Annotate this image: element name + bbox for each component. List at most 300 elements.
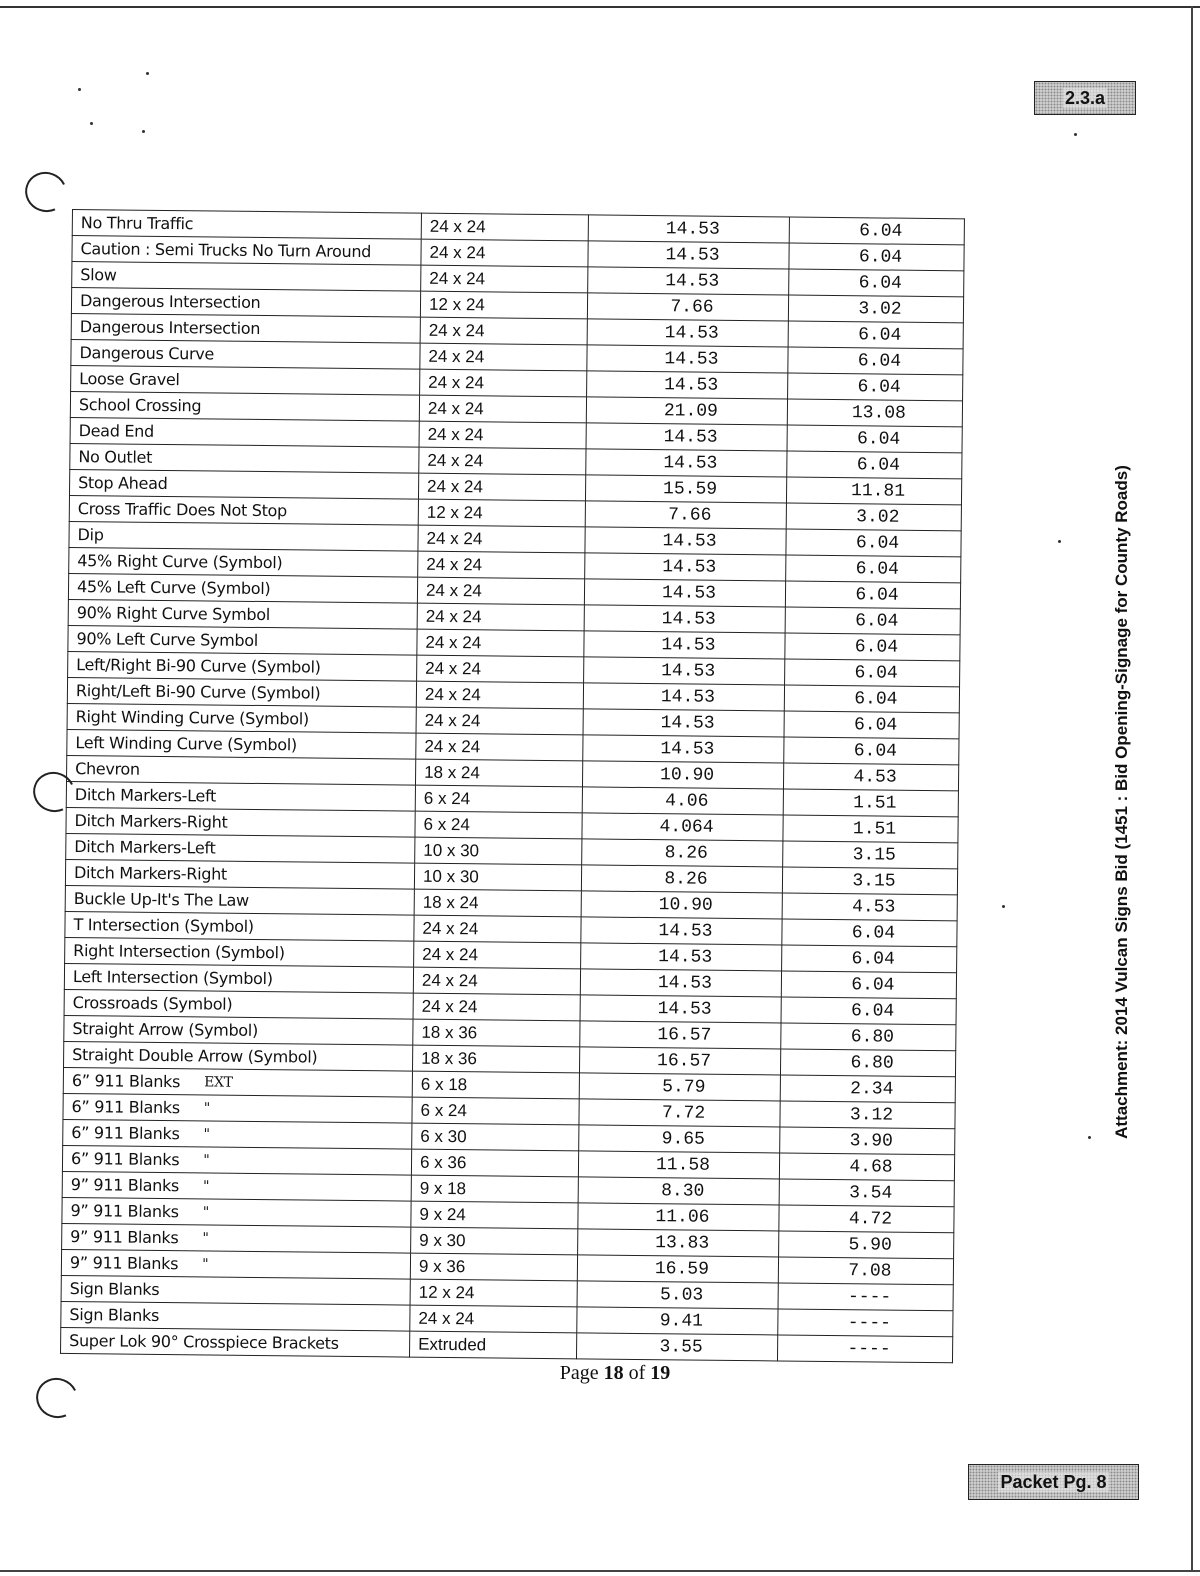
sign-size: [418, 499, 585, 527]
sign-size: [409, 1331, 576, 1359]
sign-size: [411, 1149, 578, 1177]
sign-description: [69, 547, 418, 577]
price-b: [786, 503, 961, 531]
price-a: [587, 293, 788, 321]
price-b: [786, 529, 961, 557]
sign-size-text: 24 x 24: [429, 268, 486, 288]
sign-description-text: 9” 911 Blanks: [69, 1252, 179, 1273]
price-b-text: 2.34: [850, 1078, 894, 1100]
sign-size-text: 9 x 18: [419, 1178, 467, 1198]
sign-description-text: Caution : Semi Trucks No Turn Around: [80, 238, 372, 261]
price-a-text: 7.66: [668, 504, 712, 526]
ditto-mark: ": [202, 1203, 209, 1220]
price-b-text: 3.12: [849, 1104, 894, 1126]
price-a-text: 14.53: [661, 582, 717, 604]
sign-description: [65, 859, 414, 889]
price-b: [780, 1075, 955, 1103]
price-b: [783, 815, 958, 843]
price-b: [787, 425, 962, 453]
sign-description-text: Right/Left Bi-90 Curve (Symbol): [75, 680, 321, 703]
price-b-text: 6.04: [859, 220, 903, 242]
page-bottom-border: [0, 1570, 1200, 1572]
price-b-text: 7.08: [848, 1260, 892, 1282]
price-a-text: 21.09: [663, 400, 719, 422]
sign-description-text: Chevron: [75, 758, 140, 779]
price-b: [789, 243, 964, 271]
sign-description: [61, 1249, 410, 1279]
price-b-text: 6.04: [853, 714, 898, 736]
price-b: [786, 555, 961, 583]
price-a: [586, 449, 787, 477]
price-a: [588, 241, 789, 269]
sign-description-text: Dead End: [78, 420, 154, 441]
price-a: [579, 1099, 780, 1127]
sign-description: [62, 1145, 411, 1175]
ditto-mark: ": [202, 1177, 210, 1194]
sign-description-text: Ditch Markers-Right: [73, 862, 228, 884]
sign-description: [65, 885, 414, 915]
sign-description-text: Ditch Markers-Left: [74, 784, 217, 806]
price-a: [578, 1151, 779, 1179]
price-b: [785, 581, 960, 609]
price-b-text: 1.51: [852, 818, 897, 840]
sign-size: [421, 239, 588, 267]
price-a-text: 14.53: [660, 738, 715, 760]
sign-description-text: Left/Right Bi-90 Curve (Symbol): [76, 654, 321, 677]
sign-size-text: 24 x 24: [426, 528, 483, 548]
price-a-text: 16.59: [654, 1258, 710, 1280]
sign-size-text: 24 x 24: [421, 996, 478, 1016]
price-b: [777, 1335, 952, 1363]
sign-size: [414, 889, 581, 917]
ditto-mark: ": [203, 1125, 210, 1142]
price-b-text: ----: [847, 1286, 892, 1308]
sign-description: [67, 677, 416, 707]
sign-size-text: 24 x 24: [425, 632, 482, 652]
sign-description-text: Slow: [80, 264, 117, 284]
sign-size-text: 24 x 24: [422, 944, 479, 964]
sign-size: [420, 369, 587, 397]
sign-description: [67, 755, 416, 785]
price-a-text: 10.90: [659, 764, 715, 786]
sign-size-text: 24 x 24: [424, 736, 481, 756]
price-a: [578, 1203, 779, 1231]
price-a-text: 14.53: [660, 712, 715, 734]
sign-description-text: 90% Right Curve Symbol: [76, 602, 271, 624]
price-a-text: 4.06: [665, 790, 709, 812]
price-a: [588, 215, 789, 243]
price-a-text: 14.53: [665, 270, 720, 292]
sign-description: [65, 937, 414, 967]
price-b-text: 3.15: [852, 844, 896, 866]
sign-size-text: 18 x 24: [422, 892, 479, 912]
sign-size: [419, 421, 586, 449]
sign-description-text: 45% Left Curve (Symbol): [76, 576, 271, 598]
sign-description: [62, 1171, 411, 1201]
price-a: [588, 267, 789, 295]
sign-size-text: 6 x 30: [420, 1126, 467, 1146]
price-b: [788, 347, 963, 375]
sign-description-text: 90% Left Curve Symbol: [76, 628, 259, 650]
price-a-text: 16.57: [657, 1024, 712, 1046]
sign-size-text: 10 x 30: [422, 866, 479, 886]
sign-size: [416, 733, 583, 761]
price-b: [784, 685, 959, 713]
price-b: [778, 1283, 953, 1311]
sign-description-text: Straight Double Arrow (Symbol): [72, 1044, 318, 1067]
price-b-text: 4.68: [849, 1156, 893, 1178]
price-b: [779, 1179, 954, 1207]
sign-size-text: 6 x 36: [419, 1152, 467, 1172]
sign-size-text: 24 x 24: [427, 476, 483, 496]
sign-size-text: 24 x 24: [425, 580, 482, 600]
price-b: [780, 1127, 955, 1155]
sign-size-text: 24 x 24: [428, 346, 485, 366]
sign-size: [413, 967, 580, 995]
price-a-text: 15.59: [662, 478, 718, 500]
sign-size: [415, 759, 582, 787]
price-b-text: 3.15: [852, 870, 896, 892]
page-number: [0, 1362, 1200, 1385]
price-b-text: 6.04: [856, 454, 901, 476]
price-a: [577, 1281, 778, 1309]
sign-size: [417, 577, 584, 605]
price-b-text: ----: [847, 1312, 892, 1334]
price-b-text: 6.04: [851, 974, 895, 996]
price-b-text: 6.04: [851, 922, 896, 944]
price-b-text: 6.04: [856, 428, 901, 450]
page-top-border: [0, 6, 1200, 8]
price-b: [785, 607, 960, 635]
sign-description-text: Crossroads (Symbol): [72, 992, 233, 1014]
sign-size-text: 24 x 24: [427, 450, 484, 470]
price-a: [587, 371, 788, 399]
sign-description-text: 6” 911 Blanks: [70, 1148, 180, 1169]
price-a-text: 14.53: [662, 556, 717, 578]
price-a-text: 9.65: [661, 1128, 706, 1150]
ditto-mark: ": [203, 1151, 210, 1168]
price-a-text: 14.53: [662, 530, 717, 552]
sign-description-text: 45% Right Curve (Symbol): [77, 550, 283, 572]
price-a-text: 14.53: [661, 634, 716, 656]
sign-description: [71, 288, 420, 318]
price-a-text: 13.83: [655, 1232, 710, 1254]
price-b: [786, 477, 961, 505]
sign-description: [64, 963, 413, 993]
sign-size: [417, 603, 584, 631]
sign-description: [62, 1197, 411, 1227]
price-a: [579, 1047, 780, 1075]
price-b: [779, 1231, 954, 1259]
sign-size-text: 12 x 24: [426, 502, 483, 522]
sign-size-text: 24 x 24: [428, 320, 485, 340]
price-b: [784, 711, 959, 739]
sign-size: [414, 915, 581, 943]
price-a: [577, 1307, 778, 1335]
price-b: [778, 1257, 953, 1285]
sign-size-text: 6 x 24: [420, 1100, 467, 1120]
price-b-text: 6.04: [851, 948, 895, 970]
price-a: [581, 943, 782, 971]
sign-description: [70, 391, 419, 421]
sign-description-text: Dangerous Intersection: [79, 290, 261, 312]
price-b-text: 3.02: [856, 506, 900, 528]
sign-size: [410, 1279, 577, 1307]
sign-description: [72, 262, 421, 292]
sign-description-text: Ditch Markers-Left: [74, 836, 216, 858]
price-b-text: 6.04: [854, 688, 898, 710]
sign-description: [62, 1223, 411, 1253]
price-a: [579, 1073, 780, 1101]
sign-description: [61, 1327, 410, 1357]
price-b-text: 6.04: [855, 610, 899, 632]
sign-description: [64, 1015, 413, 1045]
packet-section-label: 2.3.a: [1064, 88, 1106, 108]
sign-description: [65, 911, 414, 941]
sign-size-text: 12 x 24: [428, 294, 485, 314]
sign-size: [414, 941, 581, 969]
sign-description: [71, 365, 420, 395]
sign-description-text: Dangerous Curve: [79, 342, 215, 363]
price-a-text: 14.53: [661, 660, 716, 682]
price-a: [581, 891, 782, 919]
price-a: [578, 1177, 779, 1205]
price-a: [584, 631, 785, 659]
sign-size-text: 18 x 24: [424, 762, 480, 782]
price-a-text: 14.53: [664, 322, 719, 344]
ditto-mark: ": [203, 1099, 211, 1116]
sign-description-text: No Thru Traffic: [80, 212, 194, 233]
price-b-text: 6.04: [854, 636, 899, 658]
sign-description: [69, 469, 418, 499]
price-b-text: 11.81: [850, 480, 906, 502]
price-b-text: 4.53: [853, 766, 897, 788]
sign-description-text: Sign Blanks: [69, 1278, 160, 1299]
binder-hole-top: [19, 166, 72, 218]
sign-size: [410, 1305, 577, 1333]
sign-description: [70, 417, 419, 447]
sign-size: [417, 629, 584, 657]
price-b-text: 3.90: [849, 1130, 893, 1152]
sign-description: [71, 339, 420, 369]
sign-description: [71, 313, 420, 343]
attachment-side-label: Attachment: 2014 Vulcan Signs Bid (1451 : Bid Opening-Signage for County Roads): [1112, 465, 1131, 1139]
price-a-text: 16.57: [656, 1050, 712, 1072]
price-a: [583, 683, 784, 711]
price-b: [788, 373, 963, 401]
price-b-text: 6.04: [850, 1000, 895, 1022]
sign-description-text: Right Intersection (Symbol): [73, 940, 285, 962]
price-b-text: 6.04: [858, 272, 902, 294]
price-a: [582, 787, 783, 815]
sign-description: [69, 495, 418, 525]
price-a: [587, 345, 788, 373]
price-a-text: 7.72: [661, 1102, 706, 1124]
price-b-text: 4.53: [852, 896, 896, 918]
sign-size-text: 24 x 24: [422, 918, 479, 938]
price-b: [778, 1309, 953, 1337]
sign-size-text: 6 x 24: [423, 788, 471, 808]
sign-description: [63, 1093, 412, 1123]
sign-description-text: Stop Ahead: [78, 472, 168, 493]
sign-size: [412, 1123, 579, 1151]
price-b: [783, 789, 958, 817]
scan-speck: [90, 122, 93, 125]
scan-speck: [1002, 905, 1005, 908]
sign-size-text: 6 x 18: [420, 1074, 468, 1094]
page-right-border: [1191, 6, 1193, 1571]
sign-description: [68, 599, 417, 629]
price-a: [584, 579, 785, 607]
sign-size: [420, 317, 587, 345]
sign-description-text: 9” 911 Blanks: [70, 1174, 180, 1195]
price-b: [783, 841, 958, 869]
sign-description: [72, 236, 421, 266]
sign-size-text: 24 x 24: [425, 658, 482, 678]
price-a-text: 3.55: [659, 1336, 703, 1358]
sign-description-text: Right Winding Curve (Symbol): [75, 706, 310, 729]
sign-size-text: Extruded: [418, 1334, 487, 1354]
scan-speck: [142, 130, 145, 133]
price-a-text: 14.53: [660, 686, 716, 708]
price-b-text: 6.04: [853, 740, 898, 762]
sign-description: [66, 807, 415, 837]
price-a-text: 14.53: [664, 348, 719, 370]
sign-description: [66, 781, 415, 811]
sign-size: [411, 1201, 578, 1229]
sign-description: [68, 651, 417, 681]
price-b-text: 6.80: [850, 1026, 895, 1048]
sign-size: [421, 265, 588, 293]
price-a: [580, 995, 781, 1023]
sign-description-text: 6” 911 Blanks: [71, 1096, 180, 1117]
sign-description: [69, 521, 418, 551]
sign-size-text: 24 x 24: [429, 216, 486, 236]
sign-size: [415, 785, 582, 813]
price-a-text: 14.53: [658, 920, 713, 942]
price-b: [784, 737, 959, 765]
sign-description-text: No Outlet: [78, 446, 153, 467]
sign-description-text: Left Winding Curve (Symbol): [75, 732, 298, 754]
price-a-text: 14.53: [661, 608, 716, 630]
scan-speck: [1058, 540, 1061, 543]
sign-size: [418, 551, 585, 579]
sign-description: [68, 625, 417, 655]
price-a: [581, 917, 782, 945]
price-b: [782, 919, 957, 947]
sign-size-text: 24 x 24: [428, 372, 485, 392]
sign-description-text: Sign Blanks: [69, 1304, 160, 1325]
price-a: [584, 657, 785, 685]
sign-size: [416, 681, 583, 709]
sign-description-text: Cross Traffic Does Not Stop: [77, 498, 288, 520]
price-a: [579, 1125, 780, 1153]
price-b: [779, 1205, 954, 1233]
price-b: [787, 399, 962, 427]
sign-size-text: 9 x 36: [418, 1256, 466, 1276]
price-b: [782, 867, 957, 895]
sign-size: [411, 1227, 578, 1255]
price-b-text: 6.80: [850, 1052, 894, 1074]
sign-description-text: T Intersection (Symbol): [73, 914, 254, 936]
sign-size: [412, 1097, 579, 1125]
sign-size: [412, 1071, 579, 1099]
sign-size: [413, 993, 580, 1021]
price-b-text: 6.04: [854, 662, 898, 684]
price-b-text: 4.72: [848, 1208, 893, 1230]
sign-description-text: Dip: [77, 524, 104, 544]
price-a-text: 14.53: [663, 426, 718, 448]
sign-size: [421, 213, 588, 241]
price-a-text: 9.41: [659, 1310, 704, 1332]
sign-description: [67, 729, 416, 759]
sign-size-text: 9 x 30: [419, 1230, 466, 1250]
scan-speck: [146, 72, 149, 75]
sign-description: [64, 1041, 413, 1071]
price-b-text: 6.04: [858, 246, 903, 268]
scan-speck: [1088, 1136, 1091, 1139]
ditto-mark: EXT: [204, 1073, 233, 1091]
price-a: [585, 501, 786, 529]
price-b-text: ----: [847, 1338, 891, 1360]
sign-size-text: 9 x 24: [419, 1204, 466, 1224]
sign-size-text: 6 x 24: [423, 814, 470, 834]
page-of: of: [628, 1362, 646, 1384]
sign-size-text: 24 x 24: [427, 424, 484, 444]
price-b: [780, 1049, 955, 1077]
price-b: [779, 1153, 954, 1181]
price-a-text: 11.58: [655, 1154, 711, 1176]
sign-size: [415, 837, 582, 865]
price-b: [789, 217, 964, 245]
price-a-text: 5.03: [659, 1284, 704, 1306]
price-b: [789, 269, 964, 297]
price-a-text: 14.53: [663, 452, 718, 474]
sign-size: [413, 1019, 580, 1047]
sign-description-text: Loose Gravel: [79, 368, 180, 389]
price-b: [782, 893, 957, 921]
sign-size: [411, 1175, 578, 1203]
sign-size-text: 24 x 24: [426, 554, 483, 574]
price-a: [578, 1229, 779, 1257]
packet-page-label: Packet Pg. 8: [1000, 1472, 1107, 1492]
price-a: [583, 709, 784, 737]
packet-page-stamp: [968, 1464, 1139, 1500]
price-a-text: 14.53: [665, 244, 720, 266]
sign-size: [420, 291, 587, 319]
sign-size: [417, 655, 584, 683]
price-b: [780, 1101, 955, 1129]
price-b-text: 6.04: [855, 584, 899, 606]
price-a-text: 8.30: [661, 1180, 705, 1202]
price-a-text: 14.53: [665, 218, 720, 240]
sign-description-text: 6” 911 Blanks: [71, 1122, 180, 1143]
price-a: [585, 527, 786, 555]
price-a: [584, 605, 785, 633]
price-a-text: 10.90: [658, 894, 713, 916]
page-total: 19: [650, 1362, 671, 1384]
packet-section-stamp: [1034, 81, 1136, 115]
price-b: [788, 295, 963, 323]
price-a: [583, 735, 784, 763]
price-a-text: 4.064: [659, 816, 714, 838]
ditto-mark: ": [202, 1255, 209, 1272]
sign-description: [68, 573, 417, 603]
price-a: [582, 813, 783, 841]
price-b: [781, 971, 956, 999]
price-a: [582, 839, 783, 867]
price-b-text: 5.90: [848, 1234, 892, 1256]
